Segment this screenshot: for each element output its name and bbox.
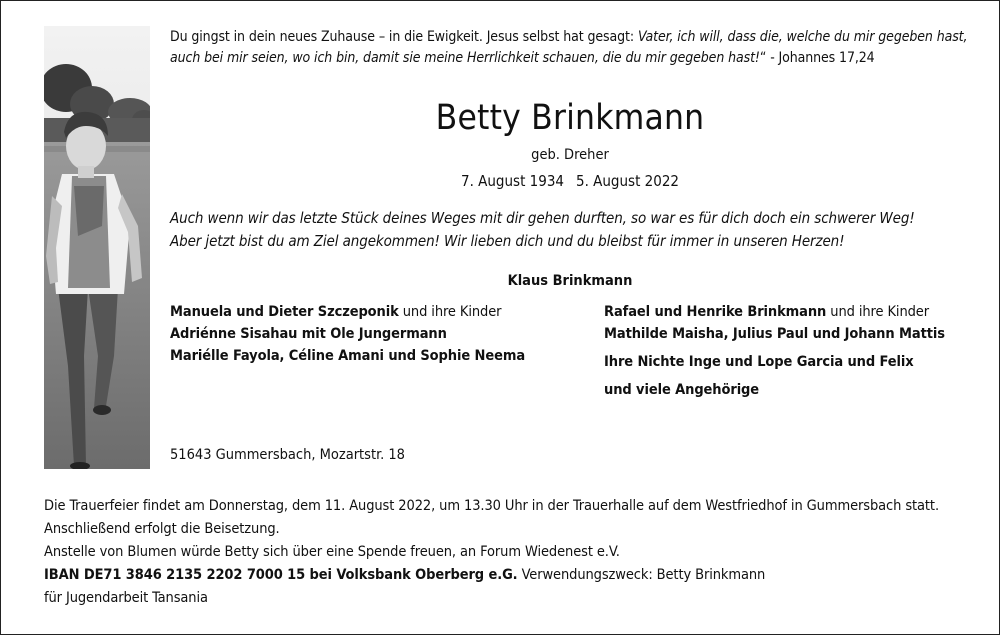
mourners-left-column bbox=[170, 301, 590, 367]
mourners-right-column bbox=[604, 301, 984, 401]
family-2 bbox=[604, 301, 984, 323]
life-dates bbox=[170, 172, 970, 190]
farewell-line-2: Aber jetzt bist du am Ziel angekommen! Wir lieben dich und du bleibst für immer in unseren Herzen! bbox=[170, 232, 845, 250]
deceased-name: Betty Brinkmann bbox=[435, 98, 705, 138]
purpose-text-2: für Jugendarbeit Tansania bbox=[44, 590, 208, 606]
donation-text: Anstelle von Blumen würde Betty sich über eine Spende freuen, an Forum Wiedenest e.V. bbox=[44, 544, 620, 560]
family-2-suffix: und ihre Kinder bbox=[826, 304, 929, 320]
family-1-names: Manuela und Dieter Szczeponik bbox=[170, 304, 399, 320]
farewell-line-1: Auch wenn wir das letzte Stück deines Weges mit dir gehen durften, so war es für dich doch ein schwerer Weg! bbox=[170, 209, 915, 227]
farewell-text bbox=[170, 207, 990, 253]
mourning-address: 51643 Gummersbach, Mozartstr. 18 bbox=[170, 447, 405, 463]
born-name: geb. Dreher bbox=[531, 147, 609, 163]
purpose-text: Verwendungszweck: Betty Brinkmann bbox=[517, 567, 766, 583]
family-1-child-2: Mariélle Fayola, Céline Amani und Sophie Neema bbox=[170, 348, 526, 364]
main-mourner: Klaus Brinkmann bbox=[507, 273, 633, 289]
family-1-suffix: und ihre Kinder bbox=[398, 304, 502, 320]
relatives-line: und viele Angehörige bbox=[604, 382, 760, 398]
verse-quote: Vater, ich will, dass die, welche du mir gegeben hast, auch bei mir seien, wo ich bin, damit sie meine Herrlichkeit schauen, die du mir gegeben hast! bbox=[170, 29, 968, 66]
family-1 bbox=[170, 301, 590, 323]
death-date: 5. August 2022 bbox=[576, 172, 680, 190]
family-1-child-1: Adriénne Sisahau mit Ole Jungermann bbox=[170, 326, 447, 342]
iban-text: IBAN DE71 3846 2135 2202 7000 15 bei Volksbank Oberberg e.G. bbox=[44, 567, 518, 583]
funeral-info bbox=[44, 495, 974, 610]
ceremony-text: Die Trauerfeier findet am Donnerstag, dem 11. August 2022, um 13.30 Uhr in der Trauerhalle auf dem Westfriedhof in Gummersbach statt. Anschließend erfolgt die Beisetzung. bbox=[44, 498, 939, 537]
bible-verse bbox=[170, 27, 970, 69]
bank-line bbox=[44, 564, 974, 587]
niece-line: Ihre Nichte Inge und Lope Garcia und Felix bbox=[604, 354, 914, 370]
portrait-photo bbox=[44, 26, 150, 469]
family-2-children: Mathilde Maisha, Julius Paul und Johann Mattis bbox=[604, 326, 945, 342]
verse-intro: Du gingst in dein neues Zuhause – in die Ewigkeit. Jesus selbst hat gesagt: bbox=[170, 29, 635, 45]
verse-source: “ - Johannes 17,24 bbox=[759, 50, 875, 66]
family-2-names: Rafael und Henrike Brinkmann bbox=[604, 304, 827, 320]
birth-date: 7. August 1934 bbox=[460, 172, 564, 190]
